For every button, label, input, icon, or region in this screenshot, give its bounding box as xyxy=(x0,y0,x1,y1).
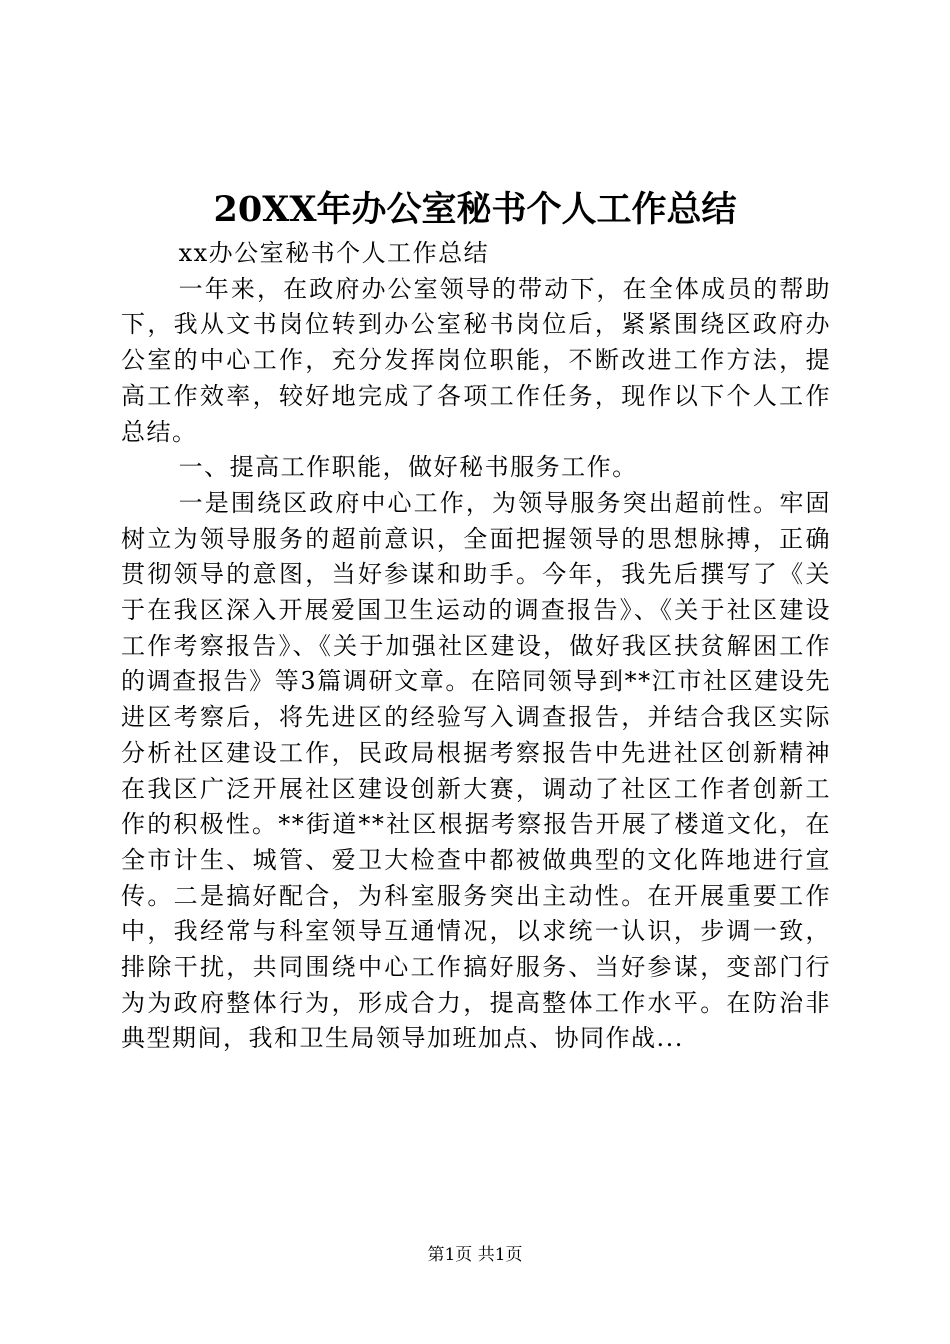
document-body xyxy=(121,236,831,1057)
intro-paragraph: 一年来，在政府办公室领导的带动下，在全体成员的帮助下，我从文书岗位转到办公室秘书岗位后，紧紧围绕区政府办公室的中心工作，充分发挥岗位职能，不断改进工作方法，提高工作效率，较好地完成了各项工作任务，现作以下个人工作总结。 xyxy=(121,274,831,446)
body-paragraph: 一是围绕区政府中心工作，为领导服务突出超前性。牢固树立为领导服务的超前意识，全面把握领导的思想脉搏，正确贯彻领导的意图，当好参谋和助手。今年，我先后撰写了《关于在我区深入开展爱国卫生运动的调查报告》、《关于社区建设工作考察报告》、《关于加强社区建设，做好我区扶贫解困工作的调查报告》等3篇调研文章。在陪同领导到**江市社区建设先进区考察后，将先进区的经验写入调查报告，并结合我区实际分析社区建设工作，民政局根据考察报告中先进社区创新精神在我区广泛开展社区建设创新大赛，调动了社区工作者创新工作的积极性。**街道**社区根据考察报告开展了楼道文化，在全市计生、城管、爱卫大检查中都被做典型的文化阵地进行宣传。二是搞好配合，为科室服务突出主动性。在开展重要工作中，我经常与科室领导互通情况，以求统一认识，步调一致，排除干扰，共同围绕中心工作搞好服务、当好参谋，变部门行为为政府整体行为，形成合力，提高整体工作水平。在防治非典型期间，我和卫生局领导加班加点、协同作战... xyxy=(121,488,831,1053)
document-title: 20XX年办公室秘书个人工作总结 xyxy=(213,189,737,230)
subtitle-paragraph: xx办公室秘书个人工作总结 xyxy=(178,239,490,267)
section-heading-paragraph: 一、提高工作职能，做好秘书服务工作。 xyxy=(178,453,638,482)
page-number-footer: 第1页 共1页 xyxy=(427,1245,523,1265)
